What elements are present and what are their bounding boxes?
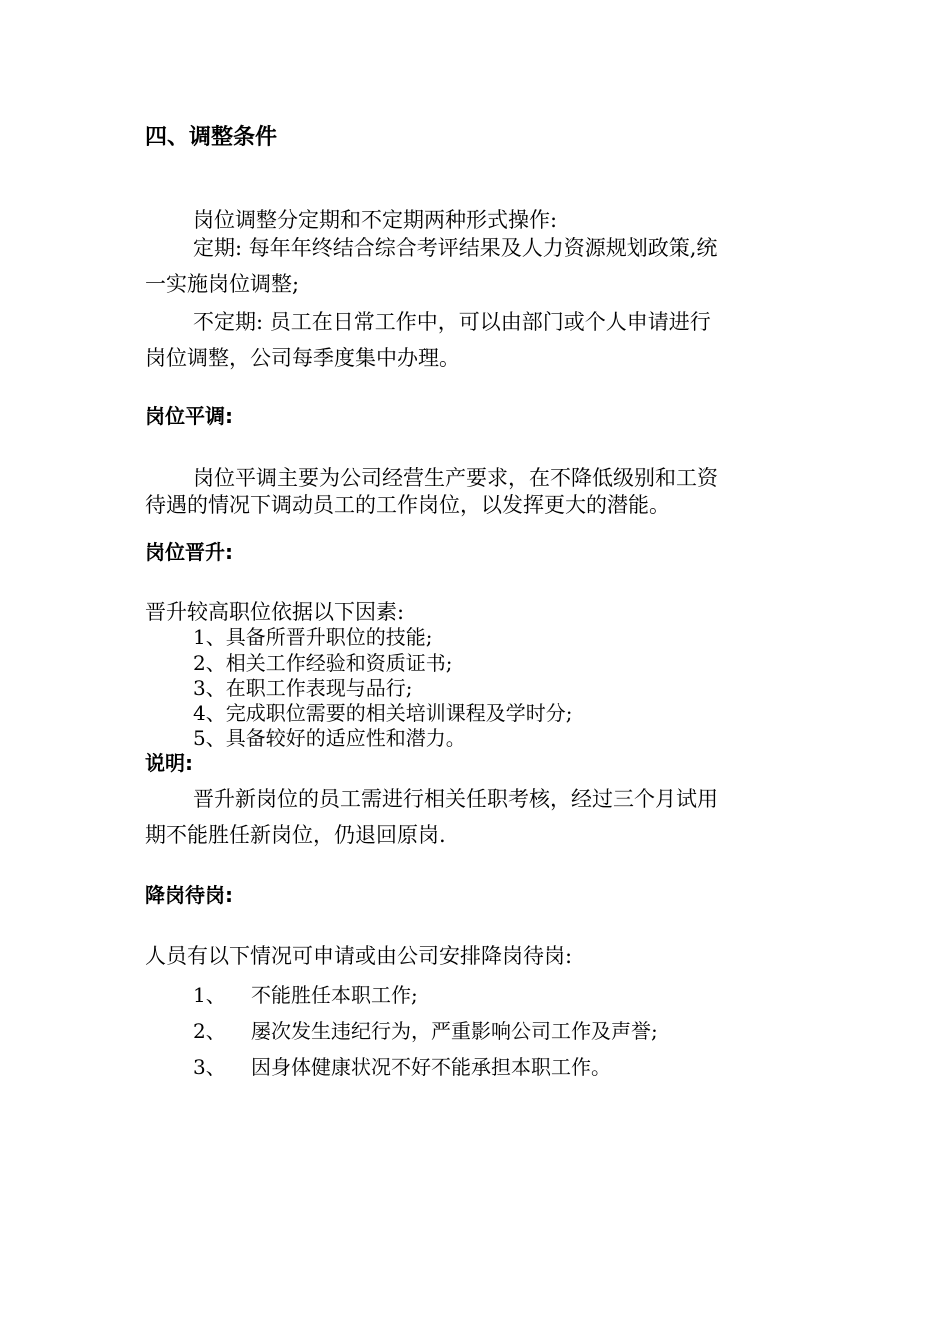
lateral-transfer-line-2: 待遇的情况下调动员工的工作岗位，以发挥更大的潜能。	[145, 493, 670, 517]
regular-adjustment-line-2: 一实施岗位调整;	[145, 272, 300, 296]
irregular-adjustment-line-1: 不定期: 员工在日常工作中，可以由部门或个人申请进行	[193, 310, 711, 334]
promotion-factor-item: 3、在职工作表现与品行;	[193, 676, 413, 700]
regular-adjustment-line-1: 定期: 每年年终结合综合考评结果及人力资源规划政策,统	[193, 236, 718, 260]
section-title: 四、调整条件	[145, 125, 278, 150]
demotion-heading: 降岗待岗:	[145, 883, 233, 907]
lateral-transfer-line-1: 岗位平调主要为公司经营生产要求，在不降低级别和工资	[193, 466, 718, 490]
demotion-item-number: 3、	[193, 1055, 226, 1079]
demotion-item-number: 2、	[193, 1019, 226, 1043]
promotion-lead: 晋升较高职位依据以下因素:	[145, 600, 405, 624]
note-heading: 说明:	[145, 751, 193, 775]
promotion-factor-item: 1、具备所晋升职位的技能;	[193, 625, 433, 649]
demotion-lead: 人员有以下情况可申请或由公司安排降岗待岗:	[145, 944, 573, 968]
demotion-item-text: 因身体健康状况不好不能承担本职工作。	[251, 1055, 611, 1079]
promotion-factor-item: 2、相关工作经验和资质证书;	[193, 651, 453, 675]
note-line-2: 期不能胜任新岗位，仍退回原岗.	[145, 823, 446, 847]
lateral-transfer-heading: 岗位平调:	[145, 404, 233, 428]
demotion-item-text: 不能胜任本职工作;	[251, 983, 418, 1007]
promotion-heading: 岗位晋升:	[145, 540, 233, 564]
demotion-item-text: 屡次发生违纪行为，严重影响公司工作及声誉;	[251, 1019, 658, 1043]
demotion-item-number: 1、	[193, 983, 226, 1007]
note-line-1: 晋升新岗位的员工需进行相关任职考核，经过三个月试用	[193, 787, 718, 811]
irregular-adjustment-line-2: 岗位调整，公司每季度集中办理。	[145, 346, 460, 370]
promotion-factor-item: 5、具备较好的适应性和潜力。	[193, 726, 466, 750]
intro-line: 岗位调整分定期和不定期两种形式操作:	[193, 208, 558, 232]
promotion-factor-item: 4、完成职位需要的相关培训课程及学时分;	[193, 701, 573, 725]
